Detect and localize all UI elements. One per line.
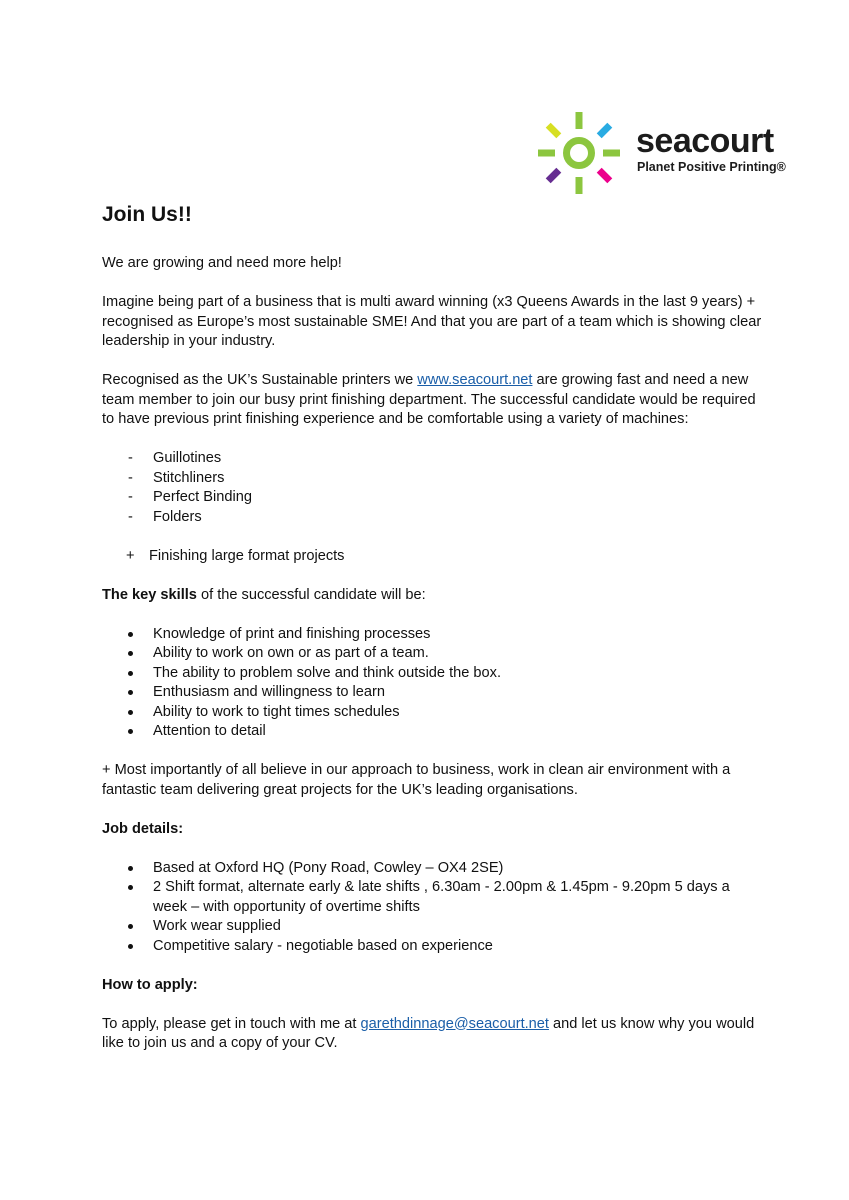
skills-intro [102, 586, 762, 606]
list-item [102, 683, 762, 703]
skill-label: Attention to detail [153, 723, 266, 739]
sun-logo-icon [536, 108, 632, 200]
bullet-icon [128, 866, 133, 871]
apply-text-start: To apply, please get in touch with me at [102, 1015, 361, 1032]
skill-label: Knowledge of print and finishing processes [153, 625, 431, 642]
intro-paragraph: We are growing and need more help! [102, 255, 342, 271]
bullet-icon [128, 924, 133, 929]
machine-label: Guillotines [153, 450, 222, 466]
machine-label: Folders [153, 508, 202, 525]
list-item [102, 469, 762, 489]
machines-list [102, 449, 762, 527]
bullet-icon [128, 944, 133, 949]
skill-label: Enthusiasm and willingness to learn [153, 684, 386, 700]
page-title: Join Us!! [102, 203, 192, 226]
skills-intro-bold: The key skills [102, 586, 197, 603]
extra-machine-label: Finishing large format projects [149, 547, 345, 564]
bullet-icon [128, 671, 133, 676]
job-detail-label: 2 Shift format, alternate early & late shifts , 6.30am - 2.00pm & 1.45pm - 9.20pm 5 days a week – with opportunity of overtime shifts [153, 879, 730, 915]
job-details-list [102, 859, 762, 957]
email-link[interactable]: garethdinnage@seacourt.net [360, 1015, 549, 1032]
recruitment-text-end: are growing fast and need a new team member to join our busy print finishing department. The successful candidate would be required to have previous print finishing experience and be comfortable using a variety of machines: [102, 372, 756, 427]
list-item [102, 722, 762, 742]
list-item [102, 859, 762, 879]
apply-heading: How to apply: [102, 976, 198, 993]
list-item [102, 625, 762, 645]
apply-text-end: and let us know why you would like to join us and a copy of your CV. [102, 1015, 755, 1051]
approach-paragraph: + Most importantly of all believe in our approach to business, work in clean air environment with a fantastic team delivering great projects for the UK’s leading organisations. [102, 762, 731, 798]
machine-label: Stitchliners [153, 469, 225, 486]
recruitment-text-start: Recognised as the UK’s Sustainable printers we [102, 372, 418, 388]
list-item [102, 878, 762, 917]
job-detail-label: Competitive salary - negotiable based on experience [153, 937, 493, 954]
dash-marker: - [128, 469, 133, 486]
list-item [102, 703, 762, 723]
job-detail-label: Work wear supplied [153, 918, 281, 934]
machine-label: Perfect Binding [153, 489, 252, 505]
bullet-icon [128, 632, 133, 637]
apply-paragraph [102, 1015, 762, 1054]
bullet-icon [128, 729, 133, 734]
recruitment-paragraph [102, 371, 762, 430]
logo-wordmark: seacourt [636, 122, 774, 160]
bullet-icon [128, 710, 133, 715]
job-ad-content [102, 200, 762, 1073]
list-item [102, 644, 762, 664]
bullet-icon [128, 885, 133, 890]
skills-intro-rest: of the successful candidate will be: [196, 586, 426, 603]
skill-label: Ability to work to tight times schedules [153, 703, 400, 720]
award-paragraph: Imagine being part of a business that is multi award winning (x3 Queens Awards in the last 9 years) + recognised as Europe’s most sustainable SME! And that you are part of a team which is showing clear leadership in your industry. [102, 294, 762, 349]
job-details-heading: Job details: [102, 820, 184, 837]
skill-label: The ability to problem solve and think outside the box. [153, 664, 502, 681]
skills-list [102, 625, 762, 742]
website-link[interactable]: www.seacourt.net [417, 372, 533, 388]
plus-marker: + [126, 547, 135, 564]
dash-marker: - [128, 450, 133, 466]
list-item [102, 488, 762, 508]
bullet-icon [128, 690, 133, 695]
bullet-icon [128, 651, 133, 656]
seacourt-logo [536, 108, 786, 200]
skill-label: Ability to work on own or as part of a team. [153, 645, 429, 661]
dash-marker: - [128, 489, 133, 505]
logo-tagline: Planet Positive Printing® [637, 160, 786, 174]
list-item [102, 917, 762, 937]
list-item [102, 449, 762, 469]
extra-machine-item [102, 547, 762, 567]
job-detail-label: Based at Oxford HQ (Pony Road, Cowley – OX4 2SE) [153, 859, 504, 876]
dash-marker: - [128, 508, 133, 525]
list-item [102, 937, 762, 957]
list-item [102, 664, 762, 684]
list-item [102, 508, 762, 528]
